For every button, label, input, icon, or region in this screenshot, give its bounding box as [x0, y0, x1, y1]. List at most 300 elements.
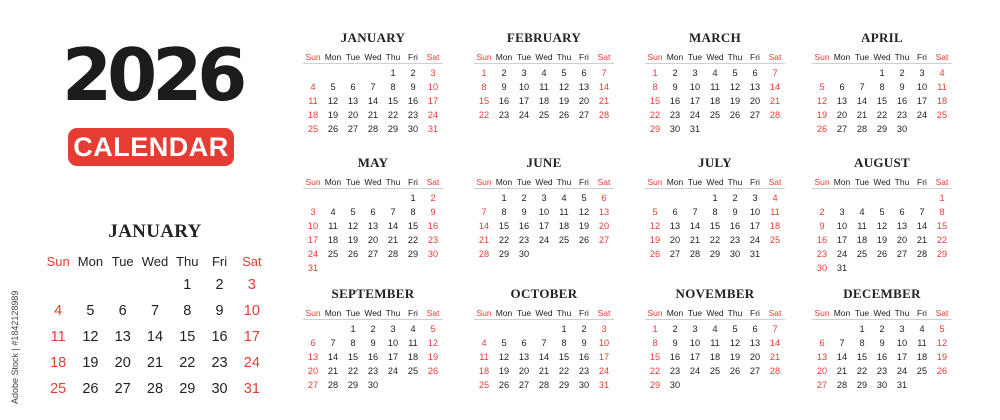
- day-cell: 16: [896, 96, 908, 106]
- day-cell: 21: [769, 96, 781, 106]
- empty-cell: [832, 189, 852, 206]
- weekday-tue: Tue: [685, 306, 705, 320]
- calendar-badge: CALENDAR: [68, 128, 234, 166]
- week-row: [812, 364, 952, 378]
- empty-cell: [852, 189, 872, 206]
- month-march: [645, 28, 785, 136]
- week-row: [303, 219, 443, 233]
- weekday-header: [645, 306, 785, 320]
- week-row: [645, 320, 785, 337]
- day-cell: 31: [243, 381, 260, 397]
- day-cell: 22: [407, 235, 419, 245]
- weekday-thu: Thu: [554, 306, 574, 320]
- weekday-wed: Wed: [706, 176, 724, 187]
- day-cell: 2: [819, 207, 825, 217]
- week-row: [812, 233, 952, 247]
- month-name: JANUARY: [108, 221, 202, 242]
- weekday-wed: Wed: [535, 176, 553, 187]
- week-row: [474, 219, 614, 233]
- day-cell: 16: [669, 352, 681, 362]
- day-cell: 10: [387, 338, 399, 348]
- day-cell: 15: [649, 352, 661, 362]
- day-cell: 21: [769, 352, 781, 362]
- day-cell: 23: [729, 235, 741, 245]
- day-cell: 29: [558, 380, 570, 390]
- day-cell: 19: [327, 110, 339, 120]
- day-cell: 24: [749, 235, 761, 245]
- day-cell: 16: [498, 96, 510, 106]
- day-cell: 22: [498, 235, 510, 245]
- day-cell: 9: [501, 82, 507, 92]
- day-cell: 27: [114, 381, 131, 397]
- month-name: APRIL: [861, 30, 903, 45]
- day-cell: 23: [578, 366, 590, 376]
- day-cell: 26: [498, 380, 510, 390]
- day-cell: 11: [710, 338, 720, 348]
- day-cell: 3: [390, 324, 396, 334]
- weekday-thu: Thu: [383, 50, 403, 64]
- weekday-wed: Wed: [873, 176, 891, 187]
- day-cell: 23: [367, 366, 379, 376]
- empty-cell: [765, 247, 785, 261]
- day-cell: 9: [672, 82, 678, 92]
- week-row: [474, 233, 614, 247]
- day-cell: 26: [729, 366, 741, 376]
- weekday-mon: Mon: [77, 253, 104, 269]
- week-row: [645, 247, 785, 261]
- day-cell: 8: [410, 207, 416, 217]
- day-cell: 15: [498, 221, 510, 231]
- day-cell: 19: [876, 235, 888, 245]
- day-cell: 11: [770, 207, 780, 217]
- weekday-mon: Mon: [324, 51, 342, 62]
- day-cell: 20: [578, 96, 590, 106]
- month-name: JULY: [698, 155, 732, 170]
- day-cell: 5: [501, 338, 507, 348]
- empty-cell: [323, 64, 343, 81]
- empty-cell: [363, 189, 383, 206]
- day-cell: 7: [772, 324, 778, 334]
- empty-cell: [812, 189, 832, 206]
- empty-cell: [363, 64, 383, 81]
- day-cell: 15: [936, 221, 948, 231]
- day-cell: 29: [498, 249, 510, 259]
- empty-cell: [912, 378, 932, 392]
- weekday-sat: Sat: [594, 175, 614, 189]
- day-cell: 19: [578, 221, 590, 231]
- week-row: [474, 364, 614, 378]
- day-cell: 21: [538, 366, 550, 376]
- day-cell: 25: [769, 235, 781, 245]
- week-row: [303, 247, 443, 261]
- day-cell: 8: [879, 82, 885, 92]
- day-cell: 6: [839, 82, 845, 92]
- weekday-header: [42, 250, 268, 272]
- weekday-sat: Sat: [932, 50, 952, 64]
- day-cell: 24: [916, 110, 928, 120]
- weekday-fri: Fri: [912, 306, 932, 320]
- day-cell: 30: [427, 249, 439, 259]
- empty-cell: [892, 261, 912, 275]
- day-cell: 18: [327, 235, 339, 245]
- day-cell: 17: [427, 96, 439, 106]
- day-cell: 9: [732, 207, 738, 217]
- empty-cell: [872, 261, 892, 275]
- day-cell: 14: [769, 82, 781, 92]
- weekday-sat: Sat: [594, 306, 614, 320]
- day-cell: 19: [427, 352, 439, 362]
- week-row: [303, 108, 443, 122]
- empty-cell: [323, 261, 343, 275]
- day-cell: 30: [407, 124, 419, 134]
- day-cell: 5: [652, 207, 658, 217]
- day-cell: 23: [427, 235, 439, 245]
- day-cell: 23: [896, 110, 908, 120]
- day-cell: 27: [836, 124, 848, 134]
- day-cell: 13: [518, 352, 530, 362]
- week-row: [812, 122, 952, 136]
- weekday-thu: Thu: [554, 50, 574, 64]
- day-cell: 25: [478, 380, 490, 390]
- day-cell: 15: [876, 96, 888, 106]
- day-cell: 18: [709, 96, 721, 106]
- empty-cell: [554, 247, 574, 261]
- weekday-wed: Wed: [364, 307, 382, 318]
- day-cell: 22: [876, 110, 888, 120]
- week-row: [812, 205, 952, 219]
- day-cell: 20: [347, 110, 359, 120]
- day-cell: 19: [649, 235, 661, 245]
- empty-cell: [745, 378, 765, 392]
- day-cell: 28: [538, 380, 550, 390]
- day-cell: 1: [410, 193, 416, 203]
- day-cell: 8: [712, 207, 718, 217]
- day-cell: 21: [916, 235, 928, 245]
- empty-cell: [343, 64, 363, 81]
- month-grid: [645, 175, 785, 261]
- month-name: DECEMBER: [843, 286, 921, 301]
- day-cell: 4: [712, 68, 718, 78]
- weekday-mon: Mon: [833, 307, 851, 318]
- empty-cell: [812, 320, 832, 337]
- day-cell: 22: [387, 110, 399, 120]
- day-cell: 4: [859, 207, 865, 217]
- day-cell: 11: [559, 207, 569, 217]
- week-row: [812, 247, 952, 261]
- empty-cell: [303, 189, 323, 206]
- day-cell: 1: [183, 277, 192, 293]
- weekday-header: [474, 175, 614, 189]
- month-grid: [645, 306, 785, 392]
- empty-cell: [534, 320, 554, 337]
- day-cell: 16: [816, 235, 828, 245]
- weekday-sat: Sat: [932, 306, 952, 320]
- weekday-tue: Tue: [852, 306, 872, 320]
- day-cell: 26: [816, 124, 828, 134]
- day-cell: 20: [896, 235, 908, 245]
- day-cell: 10: [243, 303, 260, 319]
- day-cell: 19: [498, 366, 510, 376]
- month-grid: [474, 50, 614, 122]
- day-cell: 19: [729, 352, 741, 362]
- month-name: JUNE: [526, 155, 562, 170]
- day-cell: 18: [709, 352, 721, 362]
- day-cell: 10: [518, 82, 530, 92]
- weekday-sun: Sun: [645, 175, 665, 189]
- day-cell: 29: [856, 380, 868, 390]
- weekday-wed: Wed: [535, 307, 553, 318]
- week-row: [42, 298, 268, 324]
- empty-cell: [745, 122, 765, 136]
- day-cell: 16: [876, 352, 888, 362]
- day-cell: 11: [539, 82, 549, 92]
- weekday-header: [474, 306, 614, 320]
- month-grid: [812, 50, 952, 136]
- day-cell: 30: [816, 263, 828, 273]
- weekday-sat: Sat: [242, 253, 262, 269]
- empty-cell: [383, 261, 403, 275]
- day-cell: 9: [215, 303, 224, 319]
- day-cell: 13: [347, 96, 359, 106]
- weekday-tue: Tue: [514, 175, 534, 189]
- day-cell: 24: [896, 366, 908, 376]
- day-cell: 22: [936, 235, 948, 245]
- weekday-mon: Mon: [666, 176, 684, 187]
- empty-cell: [514, 320, 534, 337]
- day-cell: 15: [347, 352, 359, 362]
- empty-cell: [303, 320, 323, 337]
- day-cell: 14: [856, 96, 868, 106]
- day-cell: 9: [899, 82, 905, 92]
- day-cell: 17: [518, 96, 530, 106]
- weekday-thu: Thu: [892, 175, 912, 189]
- day-cell: 26: [578, 235, 590, 245]
- day-cell: 16: [578, 352, 590, 362]
- week-row: [645, 80, 785, 94]
- day-cell: 27: [578, 110, 590, 120]
- weekday-fri: Fri: [912, 175, 932, 189]
- day-cell: 5: [819, 82, 825, 92]
- day-cell: 10: [307, 221, 319, 231]
- weekday-thu: Thu: [176, 253, 199, 269]
- weekday-tue: Tue: [514, 50, 534, 64]
- day-cell: 14: [916, 221, 928, 231]
- week-row: [812, 108, 952, 122]
- day-cell: 22: [649, 366, 661, 376]
- day-cell: 11: [937, 82, 947, 92]
- empty-cell: [139, 272, 171, 298]
- weekday-wed: Wed: [873, 51, 891, 62]
- weekday-fri: Fri: [403, 175, 423, 189]
- day-cell: 16: [367, 352, 379, 362]
- day-cell: 4: [772, 193, 778, 203]
- month-grid: [812, 306, 952, 392]
- day-cell: 7: [919, 207, 925, 217]
- day-cell: 24: [518, 110, 530, 120]
- day-cell: 6: [118, 303, 127, 319]
- week-row: [474, 320, 614, 337]
- empty-cell: [534, 247, 554, 261]
- day-cell: 1: [859, 324, 865, 334]
- empty-cell: [423, 261, 443, 275]
- week-row: [303, 364, 443, 378]
- weekday-sat: Sat: [765, 306, 785, 320]
- day-cell: 29: [876, 124, 888, 134]
- day-cell: 12: [649, 221, 661, 231]
- day-cell: 16: [518, 221, 530, 231]
- day-cell: 12: [578, 207, 590, 217]
- day-cell: 27: [749, 366, 761, 376]
- empty-cell: [765, 122, 785, 136]
- week-row: [645, 350, 785, 364]
- day-cell: 18: [916, 352, 928, 362]
- weekday-sat: Sat: [594, 50, 614, 64]
- day-cell: 27: [598, 235, 610, 245]
- day-cell: 7: [541, 338, 547, 348]
- week-row: [474, 378, 614, 392]
- day-cell: 28: [478, 249, 490, 259]
- week-row: [42, 324, 268, 350]
- day-cell: 18: [558, 221, 570, 231]
- empty-cell: [852, 261, 872, 275]
- weekday-thu: Thu: [725, 50, 745, 64]
- day-cell: 20: [307, 366, 319, 376]
- day-cell: 29: [179, 381, 196, 397]
- weekday-fri: Fri: [403, 306, 423, 320]
- weekday-header: [303, 175, 443, 189]
- weekday-header: [812, 50, 952, 64]
- day-cell: 7: [150, 303, 160, 319]
- day-cell: 8: [481, 82, 487, 92]
- day-cell: 14: [598, 82, 610, 92]
- week-row: [812, 94, 952, 108]
- day-cell: 1: [350, 324, 356, 334]
- empty-cell: [343, 189, 363, 206]
- month-june: [474, 153, 614, 261]
- day-cell: 14: [367, 96, 379, 106]
- day-cell: 17: [307, 235, 319, 245]
- week-row: [474, 336, 614, 350]
- week-row: [474, 247, 614, 261]
- day-cell: 26: [649, 249, 661, 259]
- day-cell: 25: [50, 381, 67, 397]
- day-cell: 21: [856, 110, 868, 120]
- day-cell: 15: [478, 96, 490, 106]
- empty-cell: [685, 378, 705, 392]
- week-row: [645, 64, 785, 81]
- week-row: [303, 336, 443, 350]
- day-cell: 11: [328, 221, 338, 231]
- week-row: [474, 94, 614, 108]
- day-cell: 26: [347, 249, 359, 259]
- day-cell: 6: [752, 324, 758, 334]
- weekday-wed: Wed: [706, 51, 724, 62]
- weekday-thu: Thu: [725, 306, 745, 320]
- week-row: [812, 64, 952, 81]
- day-cell: 21: [836, 366, 848, 376]
- week-row: [645, 189, 785, 206]
- weekday-thu: Thu: [892, 50, 912, 64]
- day-cell: 19: [558, 96, 570, 106]
- day-cell: 12: [427, 338, 439, 348]
- day-cell: 13: [669, 221, 681, 231]
- weekday-mon: Mon: [666, 307, 684, 318]
- day-cell: 12: [936, 338, 948, 348]
- day-cell: 31: [598, 380, 610, 390]
- weekday-sat: Sat: [765, 50, 785, 64]
- day-cell: 21: [146, 355, 164, 371]
- month-name: NOVEMBER: [675, 286, 755, 301]
- empty-cell: [403, 261, 423, 275]
- day-cell: 28: [146, 381, 164, 397]
- day-cell: 11: [917, 338, 927, 348]
- day-cell: 5: [939, 324, 945, 334]
- day-cell: 31: [427, 124, 439, 134]
- day-cell: 14: [478, 221, 490, 231]
- day-cell: 31: [896, 380, 908, 390]
- day-cell: 20: [669, 235, 681, 245]
- day-cell: 23: [518, 235, 530, 245]
- day-cell: 7: [370, 82, 376, 92]
- featured-month-january: [42, 218, 268, 402]
- day-cell: 6: [899, 207, 905, 217]
- day-cell: 12: [876, 221, 888, 231]
- day-cell: 27: [896, 249, 908, 259]
- week-row: [303, 205, 443, 219]
- day-cell: 5: [350, 207, 356, 217]
- day-cell: 31: [307, 263, 319, 273]
- day-cell: 4: [481, 338, 487, 348]
- day-cell: 6: [819, 338, 825, 348]
- day-cell: 23: [816, 249, 828, 259]
- day-cell: 5: [581, 193, 587, 203]
- day-cell: 28: [598, 110, 610, 120]
- day-cell: 15: [387, 96, 399, 106]
- day-cell: 1: [390, 68, 396, 78]
- empty-cell: [832, 320, 852, 337]
- day-cell: 14: [769, 338, 781, 348]
- day-cell: 19: [936, 352, 948, 362]
- day-cell: 2: [410, 68, 416, 78]
- weekday-wed: Wed: [141, 253, 169, 269]
- day-cell: 13: [816, 352, 828, 362]
- empty-cell: [474, 320, 494, 337]
- month-november: [645, 284, 785, 392]
- day-cell: 2: [672, 324, 678, 334]
- day-cell: 30: [518, 249, 530, 259]
- week-row: [645, 94, 785, 108]
- weekday-mon: Mon: [495, 51, 513, 62]
- day-cell: 18: [50, 355, 67, 371]
- empty-cell: [363, 261, 383, 275]
- day-cell: 18: [407, 352, 419, 362]
- weekday-header: [812, 175, 952, 189]
- year-title: 2026: [62, 33, 243, 117]
- day-cell: 31: [749, 249, 761, 259]
- day-cell: 29: [347, 380, 359, 390]
- day-cell: 4: [712, 324, 718, 334]
- day-cell: 27: [816, 380, 828, 390]
- day-cell: 22: [558, 366, 570, 376]
- day-cell: 18: [478, 366, 490, 376]
- weekday-sun: Sun: [303, 175, 323, 189]
- day-cell: 6: [601, 193, 607, 203]
- day-cell: 9: [819, 221, 825, 231]
- weekday-header: [645, 175, 785, 189]
- day-cell: 20: [836, 110, 848, 120]
- day-cell: 29: [387, 124, 399, 134]
- weekday-sun: Sun: [645, 50, 665, 64]
